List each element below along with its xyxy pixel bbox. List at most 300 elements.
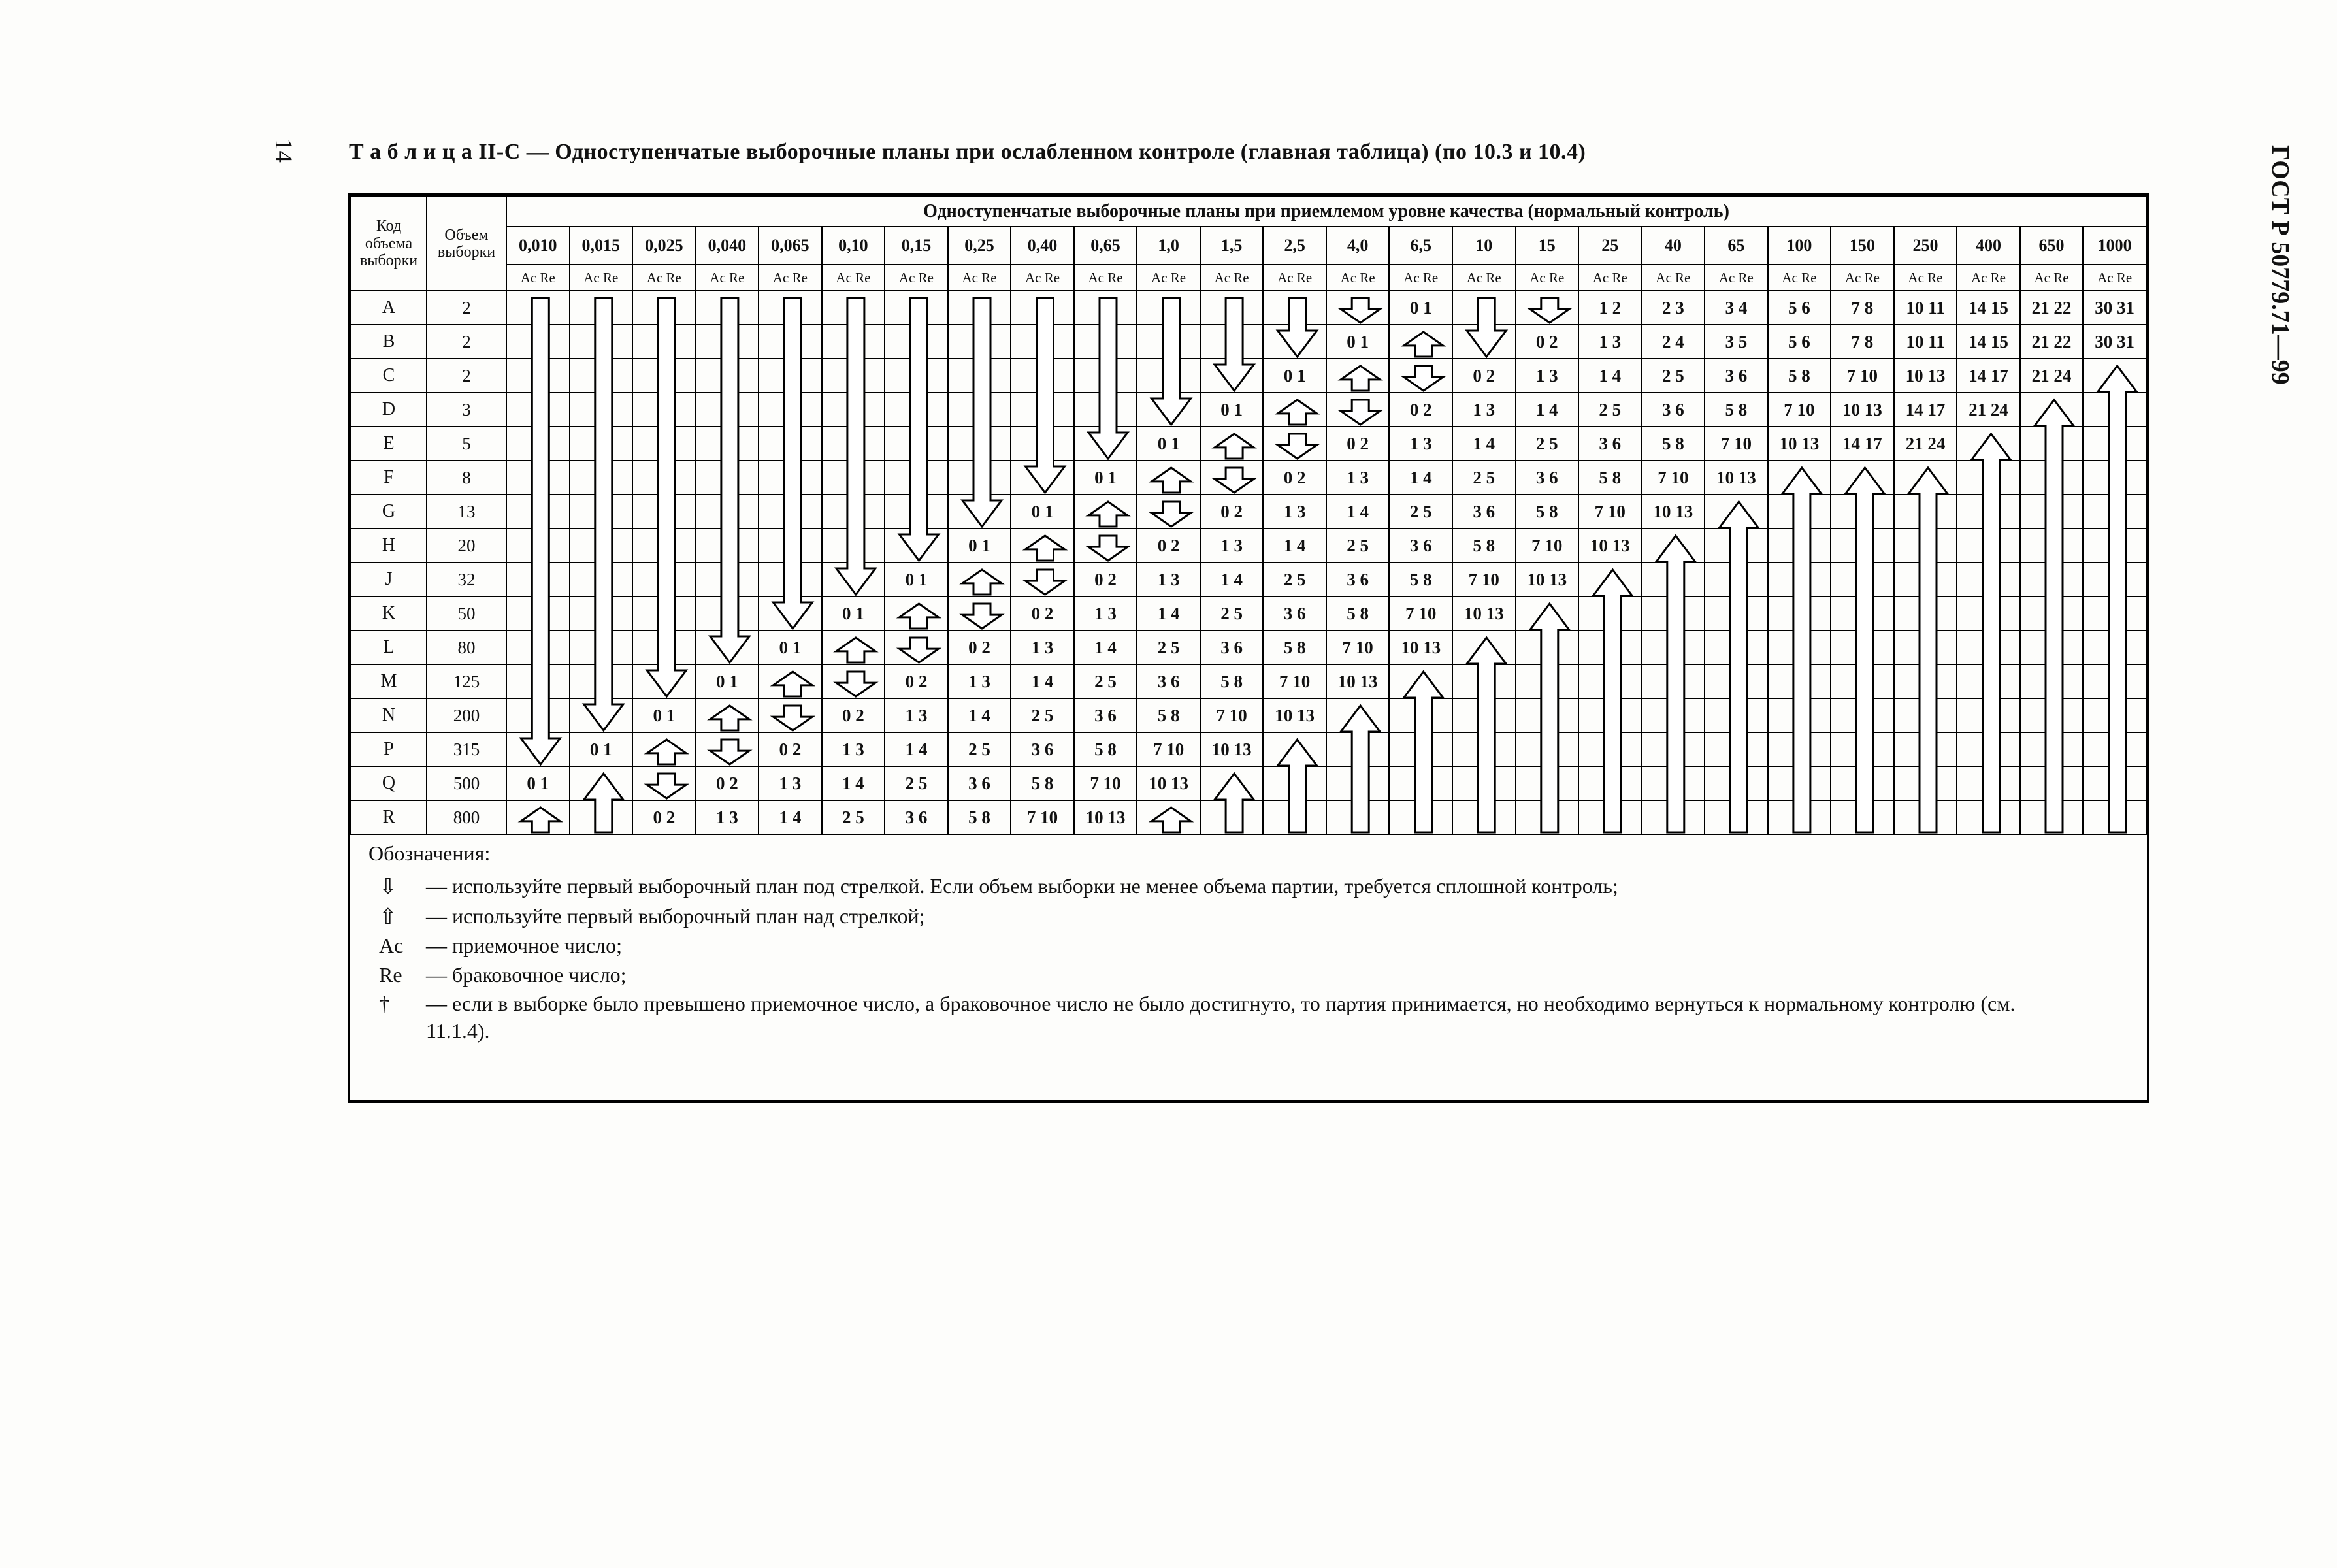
plan-cell: 3 4 [1705, 291, 1768, 325]
plan-cell: 3 6 [948, 766, 1011, 800]
plan-cell [2020, 630, 2084, 664]
plan-cell [1831, 529, 1894, 563]
table-row [351, 359, 2146, 393]
plan-cell [570, 630, 633, 664]
plan-cell [696, 698, 759, 732]
plan-cell: 10 13 [1768, 427, 1831, 461]
plan-cell: 1 4 [1452, 427, 1516, 461]
sampling-plans-table [350, 196, 2147, 835]
plan-cell [822, 291, 885, 325]
header-ac-re: Ac Re [632, 265, 696, 291]
plan-cell [2020, 461, 2084, 495]
plan-cell: 3 5 [1705, 325, 1768, 359]
plan-cell [1957, 698, 2020, 732]
plan-cell: 10 11 [1894, 291, 1957, 325]
row-sample-size: 2 [427, 359, 506, 393]
row-code: P [351, 732, 427, 766]
header-ac-re: Ac Re [822, 265, 885, 291]
plan-cell: 5 8 [1389, 563, 1452, 596]
plan-cell: 5 6 [1768, 291, 1831, 325]
header-ac-re: Ac Re [948, 265, 1011, 291]
row-code: J [351, 563, 427, 596]
header-aql-value: 1,5 [1200, 227, 1264, 265]
plan-cell [1263, 732, 1326, 766]
plan-cell: 0 1 [759, 630, 822, 664]
plan-cell: 2 3 [1642, 291, 1705, 325]
plan-cell: 14 17 [1894, 393, 1957, 427]
plan-cell: 0 2 [1516, 325, 1579, 359]
plan-cell [885, 529, 948, 563]
plan-cell: 14 15 [1957, 291, 2020, 325]
plan-cell: 2 5 [1578, 393, 1642, 427]
plan-cell [1705, 529, 1768, 563]
plan-cell: 0 1 [1263, 359, 1326, 393]
plan-cell: 1 3 [1074, 596, 1137, 630]
plan-cell: 5 8 [948, 800, 1011, 834]
plan-cell [1074, 495, 1137, 529]
header-ac-re: Ac Re [1705, 265, 1768, 291]
plan-cell [1894, 563, 1957, 596]
legend-symbol: Ac [379, 934, 404, 958]
header-aql-value: 0,040 [696, 227, 759, 265]
plan-cell: 0 1 [822, 596, 885, 630]
plan-cell: 7 10 [1452, 563, 1516, 596]
row-code: M [351, 664, 427, 698]
plan-cell [759, 596, 822, 630]
plan-cell [506, 359, 570, 393]
plan-cell [1326, 800, 1390, 834]
plan-cell [506, 630, 570, 664]
table-title [349, 140, 2139, 165]
row-sample-size: 2 [427, 325, 506, 359]
row-code: F [351, 461, 427, 495]
plan-cell: 0 1 [1326, 325, 1390, 359]
plan-cell [570, 766, 633, 800]
plan-cell: 7 8 [1831, 325, 1894, 359]
plan-cell [1768, 461, 1831, 495]
plan-cell: 3 6 [1074, 698, 1137, 732]
plan-cell: 2 5 [822, 800, 885, 834]
plan-cell [1011, 359, 1074, 393]
plan-cell [696, 563, 759, 596]
plan-cell [1768, 800, 1831, 834]
plan-cell [632, 529, 696, 563]
plan-cell [570, 291, 633, 325]
plan-cell [1452, 630, 1516, 664]
plan-cell [1137, 393, 1200, 427]
plan-cell [1957, 732, 2020, 766]
legend [368, 840, 2106, 1046]
plan-cell: 3 6 [1516, 461, 1579, 495]
plan-cell [570, 698, 633, 732]
plan-cell: 0 1 [1200, 393, 1264, 427]
plan-cell [2020, 427, 2084, 461]
plan-cell [948, 427, 1011, 461]
plan-cell [1894, 495, 1957, 529]
table-row [351, 427, 2146, 461]
plan-cell [1831, 630, 1894, 664]
plan-cell: 10 13 [1831, 393, 1894, 427]
plan-cell [1389, 732, 1452, 766]
plan-cell [1263, 766, 1326, 800]
plan-cell [1452, 800, 1516, 834]
plan-cell [759, 563, 822, 596]
plan-cell: 10 13 [1200, 732, 1264, 766]
plan-cell [632, 563, 696, 596]
plan-cell [1768, 495, 1831, 529]
plan-cell [1516, 664, 1579, 698]
plan-cell: 5 8 [1137, 698, 1200, 732]
plan-cell: 1 4 [1578, 359, 1642, 393]
plan-cell [1452, 291, 1516, 325]
header-ac-re: Ac Re [2083, 265, 2146, 291]
plan-cell: 2 5 [1642, 359, 1705, 393]
plan-cell [1389, 698, 1452, 732]
plan-cell [696, 427, 759, 461]
plan-cell [1957, 495, 2020, 529]
plan-cell [1831, 563, 1894, 596]
plan-cell [1642, 664, 1705, 698]
plan-cell [1642, 800, 1705, 834]
plan-cell [1452, 732, 1516, 766]
plan-cell [885, 427, 948, 461]
plan-cell [2020, 495, 2084, 529]
plan-cell [1200, 291, 1264, 325]
plan-cell [570, 596, 633, 630]
plan-cell: 0 2 [1326, 427, 1390, 461]
plan-cell [759, 427, 822, 461]
legend-heading: Обозначения: [368, 841, 491, 865]
plan-cell [822, 630, 885, 664]
plan-cell [1137, 325, 1200, 359]
header-aql-value: 0,025 [632, 227, 696, 265]
table-row [351, 596, 2146, 630]
plan-cell [2083, 563, 2146, 596]
plan-cell [1326, 732, 1390, 766]
plan-cell [1200, 427, 1264, 461]
plan-cell [1137, 495, 1200, 529]
plan-cell: 0 2 [696, 766, 759, 800]
plan-cell [759, 698, 822, 732]
plan-cell: 0 2 [759, 732, 822, 766]
table-row [351, 732, 2146, 766]
plan-cell [632, 596, 696, 630]
plan-cell [1389, 766, 1452, 800]
plan-cell [1894, 630, 1957, 664]
row-code: R [351, 800, 427, 834]
table-row [351, 630, 2146, 664]
header-ac-re: Ac Re [570, 265, 633, 291]
plan-cell [1011, 325, 1074, 359]
plan-cell [2083, 698, 2146, 732]
legend-item-text: — если в выборке было превышено приемочное число, а браковочное число не было достигнуто, то партия принимается, но необходимо вернуться к нормальному контролю (см. 11.1.4). [426, 991, 2016, 1043]
plan-cell [1326, 698, 1390, 732]
plan-cell [696, 596, 759, 630]
plan-cell [1705, 800, 1768, 834]
plan-cell [696, 393, 759, 427]
plan-cell [2083, 800, 2146, 834]
plan-cell [822, 325, 885, 359]
plan-cell: 30 31 [2083, 291, 2146, 325]
sampling-table-container [348, 193, 2149, 1103]
up-arrow-icon: ⇧ [379, 903, 397, 929]
plan-cell [2083, 359, 2146, 393]
plan-cell: 2 5 [948, 732, 1011, 766]
header-ac-re: Ac Re [1957, 265, 2020, 291]
plan-cell [696, 630, 759, 664]
plan-cell: 5 6 [1768, 325, 1831, 359]
plan-cell: 7 10 [1263, 664, 1326, 698]
table-row [351, 698, 2146, 732]
plan-cell: 2 5 [1452, 461, 1516, 495]
plan-cell: 1 4 [1137, 596, 1200, 630]
plan-cell [1768, 596, 1831, 630]
plan-cell: 10 13 [1263, 698, 1326, 732]
plan-cell [1516, 596, 1579, 630]
header-aql-value: 1000 [2083, 227, 2146, 265]
header-aql-value: 650 [2020, 227, 2084, 265]
plan-cell [885, 630, 948, 664]
table-title-label: Т а б л и ц а II-С [349, 140, 521, 164]
plan-cell: 5 8 [1642, 427, 1705, 461]
plan-cell [1578, 596, 1642, 630]
plan-cell: 5 8 [1578, 461, 1642, 495]
plan-cell: 21 22 [2020, 325, 2084, 359]
plan-cell: 21 24 [1894, 427, 1957, 461]
plan-cell: 10 13 [1578, 529, 1642, 563]
table-row [351, 563, 2146, 596]
plan-cell [1578, 766, 1642, 800]
plan-cell [1137, 461, 1200, 495]
table-row [351, 529, 2146, 563]
plan-cell [1263, 427, 1326, 461]
plan-cell: 5 8 [1705, 393, 1768, 427]
plan-cell: 1 3 [1011, 630, 1074, 664]
plan-cell [570, 800, 633, 834]
plan-cell [1452, 698, 1516, 732]
plan-cell: 0 2 [885, 664, 948, 698]
plan-cell [570, 664, 633, 698]
plan-cell [1263, 325, 1326, 359]
plan-cell [2083, 529, 2146, 563]
plan-cell [1200, 800, 1264, 834]
plan-cell [1263, 800, 1326, 834]
plan-cell: 0 2 [1137, 529, 1200, 563]
plan-cell [1768, 529, 1831, 563]
plan-cell: 1 3 [1389, 427, 1452, 461]
plan-cell [1200, 359, 1264, 393]
plan-cell [2083, 732, 2146, 766]
plan-cell [696, 495, 759, 529]
plan-cell: 5 8 [1452, 529, 1516, 563]
plan-cell [759, 393, 822, 427]
plan-cell [1957, 596, 2020, 630]
page-number: 14 [270, 139, 297, 163]
plan-cell: 7 10 [1516, 529, 1579, 563]
plan-cell [2020, 732, 2084, 766]
plan-cell: 1 4 [1011, 664, 1074, 698]
plan-cell [1326, 359, 1390, 393]
legend-item-text: — приемочное число; [426, 934, 622, 958]
plan-cell: 10 13 [1705, 461, 1768, 495]
plan-cell: 10 11 [1894, 325, 1957, 359]
plan-cell [1452, 664, 1516, 698]
plan-cell [1389, 664, 1452, 698]
plan-cell [696, 732, 759, 766]
header-ac-re: Ac Re [1768, 265, 1831, 291]
plan-cell: 3 6 [1137, 664, 1200, 698]
legend-items [368, 872, 2106, 1045]
plan-cell: 7 10 [1578, 495, 1642, 529]
plan-cell: 7 10 [1831, 359, 1894, 393]
row-sample-size: 32 [427, 563, 506, 596]
plan-cell [696, 461, 759, 495]
row-sample-size: 315 [427, 732, 506, 766]
plan-cell: 0 2 [1389, 393, 1452, 427]
row-sample-size: 50 [427, 596, 506, 630]
plan-cell [1831, 800, 1894, 834]
plan-cell [506, 664, 570, 698]
row-code: C [351, 359, 427, 393]
plan-cell [632, 393, 696, 427]
legend-item [368, 961, 2106, 988]
plan-cell [1768, 732, 1831, 766]
plan-cell [1578, 698, 1642, 732]
plan-cell: 10 13 [1894, 359, 1957, 393]
plan-cell: 2 5 [885, 766, 948, 800]
plan-cell [632, 427, 696, 461]
plan-cell [948, 596, 1011, 630]
header-aql-value: 10 [1452, 227, 1516, 265]
plan-cell [1642, 563, 1705, 596]
plan-cell [2083, 461, 2146, 495]
plan-cell: 14 17 [1831, 427, 1894, 461]
plan-cell [759, 495, 822, 529]
plan-cell: 1 4 [1326, 495, 1390, 529]
plan-cell [1894, 732, 1957, 766]
plan-cell [822, 359, 885, 393]
plan-cell [632, 732, 696, 766]
plan-cell [1957, 630, 2020, 664]
header-ac-re: Ac Re [1389, 265, 1452, 291]
row-code: D [351, 393, 427, 427]
plan-cell [1642, 529, 1705, 563]
plan-cell: 0 2 [1011, 596, 1074, 630]
plan-cell [2083, 630, 2146, 664]
plan-cell: 3 6 [1642, 393, 1705, 427]
plan-cell [696, 325, 759, 359]
plan-cell [1831, 698, 1894, 732]
table-row [351, 291, 2146, 325]
plan-cell [1516, 766, 1579, 800]
plan-cell [506, 427, 570, 461]
plan-cell [1642, 698, 1705, 732]
plan-cell [506, 596, 570, 630]
down-arrow-icon: ⇩ [379, 874, 397, 900]
plan-cell [1578, 563, 1642, 596]
row-sample-size: 13 [427, 495, 506, 529]
plan-cell [570, 359, 633, 393]
plan-cell [1074, 291, 1137, 325]
plan-cell [506, 393, 570, 427]
plan-cell: 5 8 [1326, 596, 1390, 630]
plan-cell [885, 393, 948, 427]
plan-cell: 1 4 [948, 698, 1011, 732]
plan-cell [506, 325, 570, 359]
plan-cell: 1 4 [1200, 563, 1264, 596]
row-sample-size: 5 [427, 427, 506, 461]
plan-cell: 2 5 [1137, 630, 1200, 664]
row-sample-size: 800 [427, 800, 506, 834]
header-ac-re: Ac Re [1894, 265, 1957, 291]
plan-cell [1452, 325, 1516, 359]
plan-cell: 1 3 [696, 800, 759, 834]
plan-cell [1389, 359, 1452, 393]
plan-cell [1705, 766, 1768, 800]
plan-cell: 0 1 [1074, 461, 1137, 495]
header-ac-re: Ac Re [885, 265, 948, 291]
plan-cell [822, 529, 885, 563]
plan-cell: 3 6 [1263, 596, 1326, 630]
table-row [351, 766, 2146, 800]
plan-cell [506, 732, 570, 766]
plan-cell: 2 5 [1263, 563, 1326, 596]
plan-cell [632, 630, 696, 664]
plan-cell: 5 8 [1263, 630, 1326, 664]
plan-cell: 1 3 [1263, 495, 1326, 529]
header-aql-value: 0,10 [822, 227, 885, 265]
plan-cell: 0 2 [1200, 495, 1264, 529]
header-aql-value: 15 [1516, 227, 1579, 265]
plan-cell: 2 5 [1326, 529, 1390, 563]
plan-cell [759, 529, 822, 563]
plan-cell [2020, 766, 2084, 800]
plan-cell [1137, 359, 1200, 393]
plan-cell [1705, 596, 1768, 630]
row-code: A [351, 291, 427, 325]
header-aql-value: 0,15 [885, 227, 948, 265]
plan-cell [570, 325, 633, 359]
plan-cell [506, 529, 570, 563]
plan-cell: 14 15 [1957, 325, 2020, 359]
plan-cell [1011, 461, 1074, 495]
plan-cell [1074, 325, 1137, 359]
plan-cell [885, 359, 948, 393]
header-aql-value: 0,015 [570, 227, 633, 265]
plan-cell [1326, 291, 1390, 325]
plan-cell [948, 461, 1011, 495]
row-code: E [351, 427, 427, 461]
plan-cell: 0 1 [632, 698, 696, 732]
plan-cell [1957, 529, 2020, 563]
plan-cell: 1 3 [1137, 563, 1200, 596]
header-aql-value: 0,065 [759, 227, 822, 265]
header-ac-re: Ac Re [1642, 265, 1705, 291]
plan-cell: 10 13 [1389, 630, 1452, 664]
plan-cell: 7 10 [1074, 766, 1137, 800]
plan-cell: 2 5 [1011, 698, 1074, 732]
plan-cell [570, 427, 633, 461]
plan-cell [1200, 766, 1264, 800]
plan-cell: 5 8 [1011, 766, 1074, 800]
plan-cell [696, 529, 759, 563]
plan-cell [885, 596, 948, 630]
plan-cell [1831, 596, 1894, 630]
plan-cell: 7 10 [1137, 732, 1200, 766]
plan-cell [1705, 495, 1768, 529]
plan-cell [506, 461, 570, 495]
plan-cell [1642, 630, 1705, 664]
